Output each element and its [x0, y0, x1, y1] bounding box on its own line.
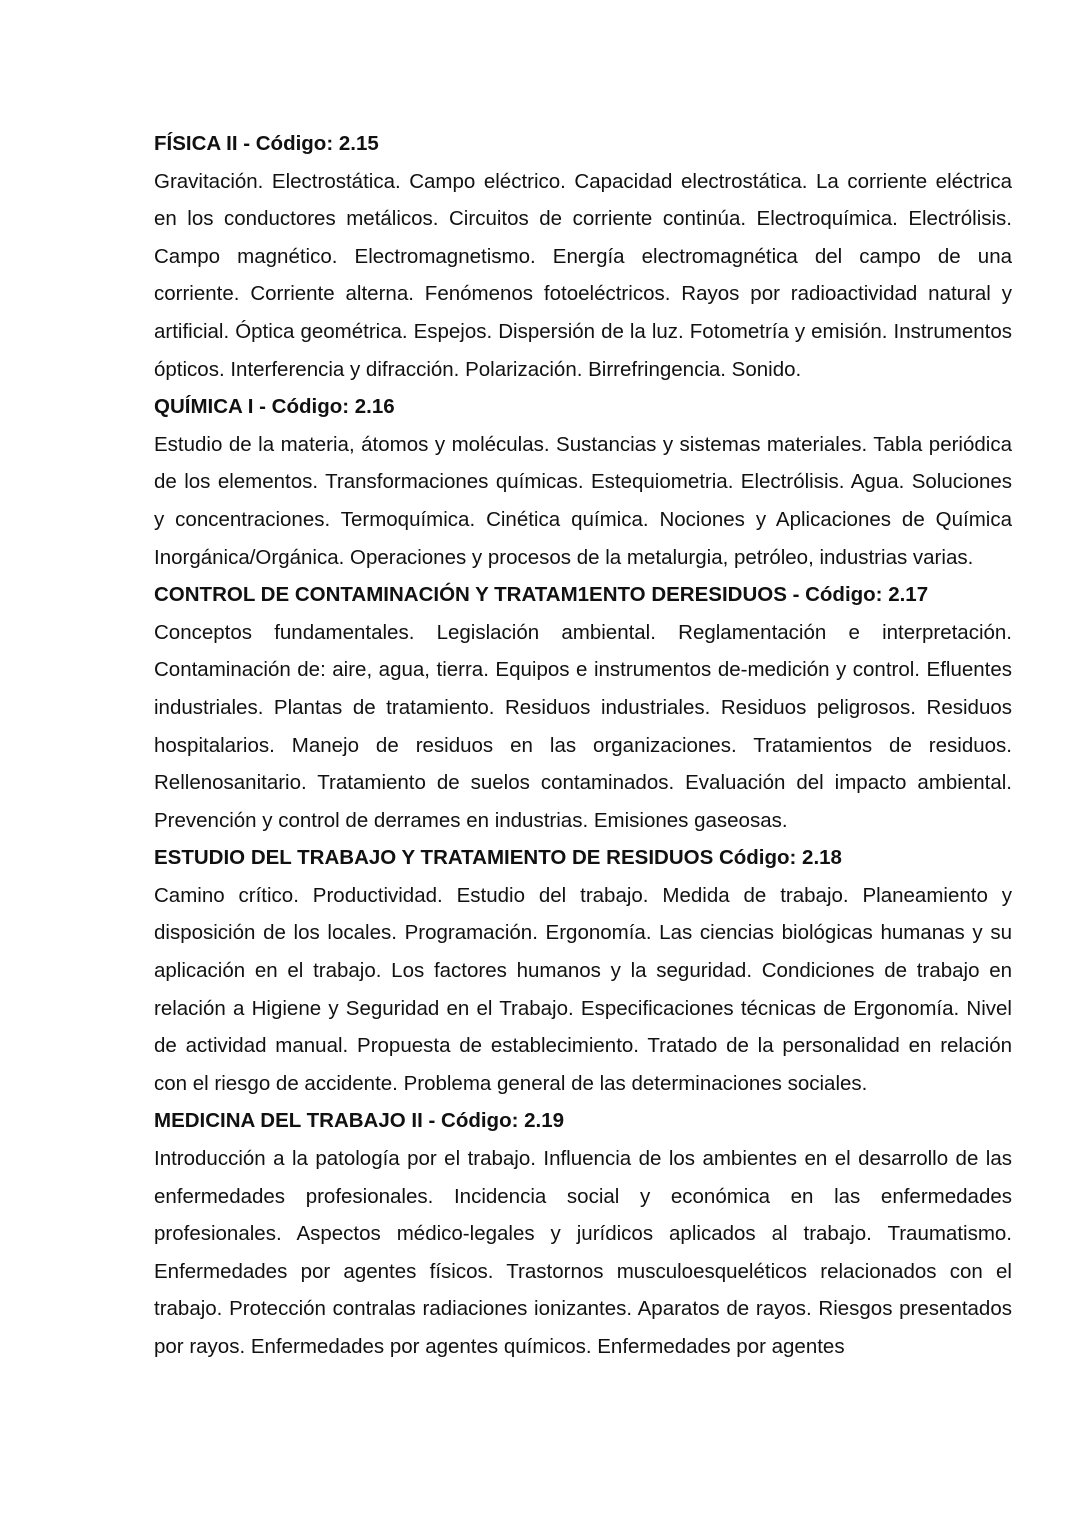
section-body: Camino crítico. Productividad. Estudio del trabajo. Medida de trabajo. Planeamiento y disposición de los locales. Programación. Ergonomía. Las ciencias biológicas humanas y su aplicación en el trabajo. Los factores humanos y la seguridad. Condiciones de trabajo en relación a Higiene y Seguridad en el Trabajo. Especificaciones técnicas de Ergonomía. Nivel de actividad manual. Propuesta de establecimiento. Tratado de la personalidad en relación con el riesgo de accidente. Problema general de las determinaciones sociales.: [154, 883, 1012, 1095]
section-body: Gravitación. Electrostática. Campo eléctrico. Capacidad electrostática. La corriente eléctrica en los conductores metálicos. Circuitos de corriente continúa. Electroquímica. Electrólisis. Campo magnético. Electromagnetismo. Energía electromagnética del campo de una corriente. Corriente alterna. Fenómenos fotoeléctricos. Rayos por radioactividad natural y artificial. Óptica geométrica. Espejos. Dispersión de la luz. Fotometría y emisión. Instrumentos ópticos. Interferencia y difracción. Polarización. Birrefringencia. Sonido.: [154, 169, 1012, 381]
section-heading: FÍSICA II - Código: 2.15: [154, 132, 379, 155]
section-quimica-i: [154, 388, 1012, 576]
section-body: Introducción a la patología por el trabajo. Influencia de los ambientes en el desarrollo de las enfermedades profesionales. Incidencia social y económica en las enfermedades profesionales. Aspectos médico-legales y jurídicos aplicados al trabajo. Traumatismo. Enfermedades por agentes físicos. Trastornos musculoesqueléticos relacionados con el trabajo. Protección contralas radiaciones ionizantes. Aparatos de rayos. Riesgos presentados por rayos. Enfermedades por agentes químicos. Enfermedades por agentes: [154, 1147, 1012, 1358]
section-body: Estudio de la materia, átomos y moléculas. Sustancias y sistemas materiales. Tabla periódica de los elementos. Transformaciones químicas. Estequiometria. Electrólisis. Agua. Soluciones y concentraciones. Termoquímica. Cinética química. Nociones y Aplicaciones de Química Inorgánica/Orgánica. Operaciones y procesos de la metalurgia, petróleo, industrias varias.: [154, 432, 1012, 569]
section-heading: ESTUDIO DEL TRABAJO Y TRATAMIENTO DE RESIDUOS Código: 2.18: [154, 846, 842, 870]
section-estudio-del-trabajo: [154, 839, 1012, 1102]
section-medicina-del-trabajo-ii: [154, 1102, 1012, 1365]
section-heading: CONTROL DE CONTAMINACIÓN Y TRATAM1ENTO DERESIDUOS - Código: 2.17: [154, 583, 929, 607]
document-page: [154, 125, 1012, 1366]
section-heading: MEDICINA DEL TRABAJO II - Código: 2.19: [154, 1109, 565, 1133]
section-control-contaminacion: [154, 576, 1012, 839]
section-fisica-ii: [154, 125, 1012, 388]
section-heading: QUÍMICA I - Código: 2.16: [154, 395, 395, 419]
section-body: Conceptos fundamentales. Legislación ambiental. Reglamentación e interpretación. Contaminación de: aire, agua, tierra. Equipos e instrumentos de-medición y control. Efluentes industriales. Plantas de tratamiento. Residuos industriales. Residuos peligrosos. Residuos hospitalarios. Manejo de residuos en las organizaciones. Tratamientos de residuos. Rellenosanitario. Tratamiento de suelos contaminados. Evaluación del impacto ambiental. Prevención y control de derrames en industrias. Emisiones gaseosas.: [154, 620, 1012, 832]
